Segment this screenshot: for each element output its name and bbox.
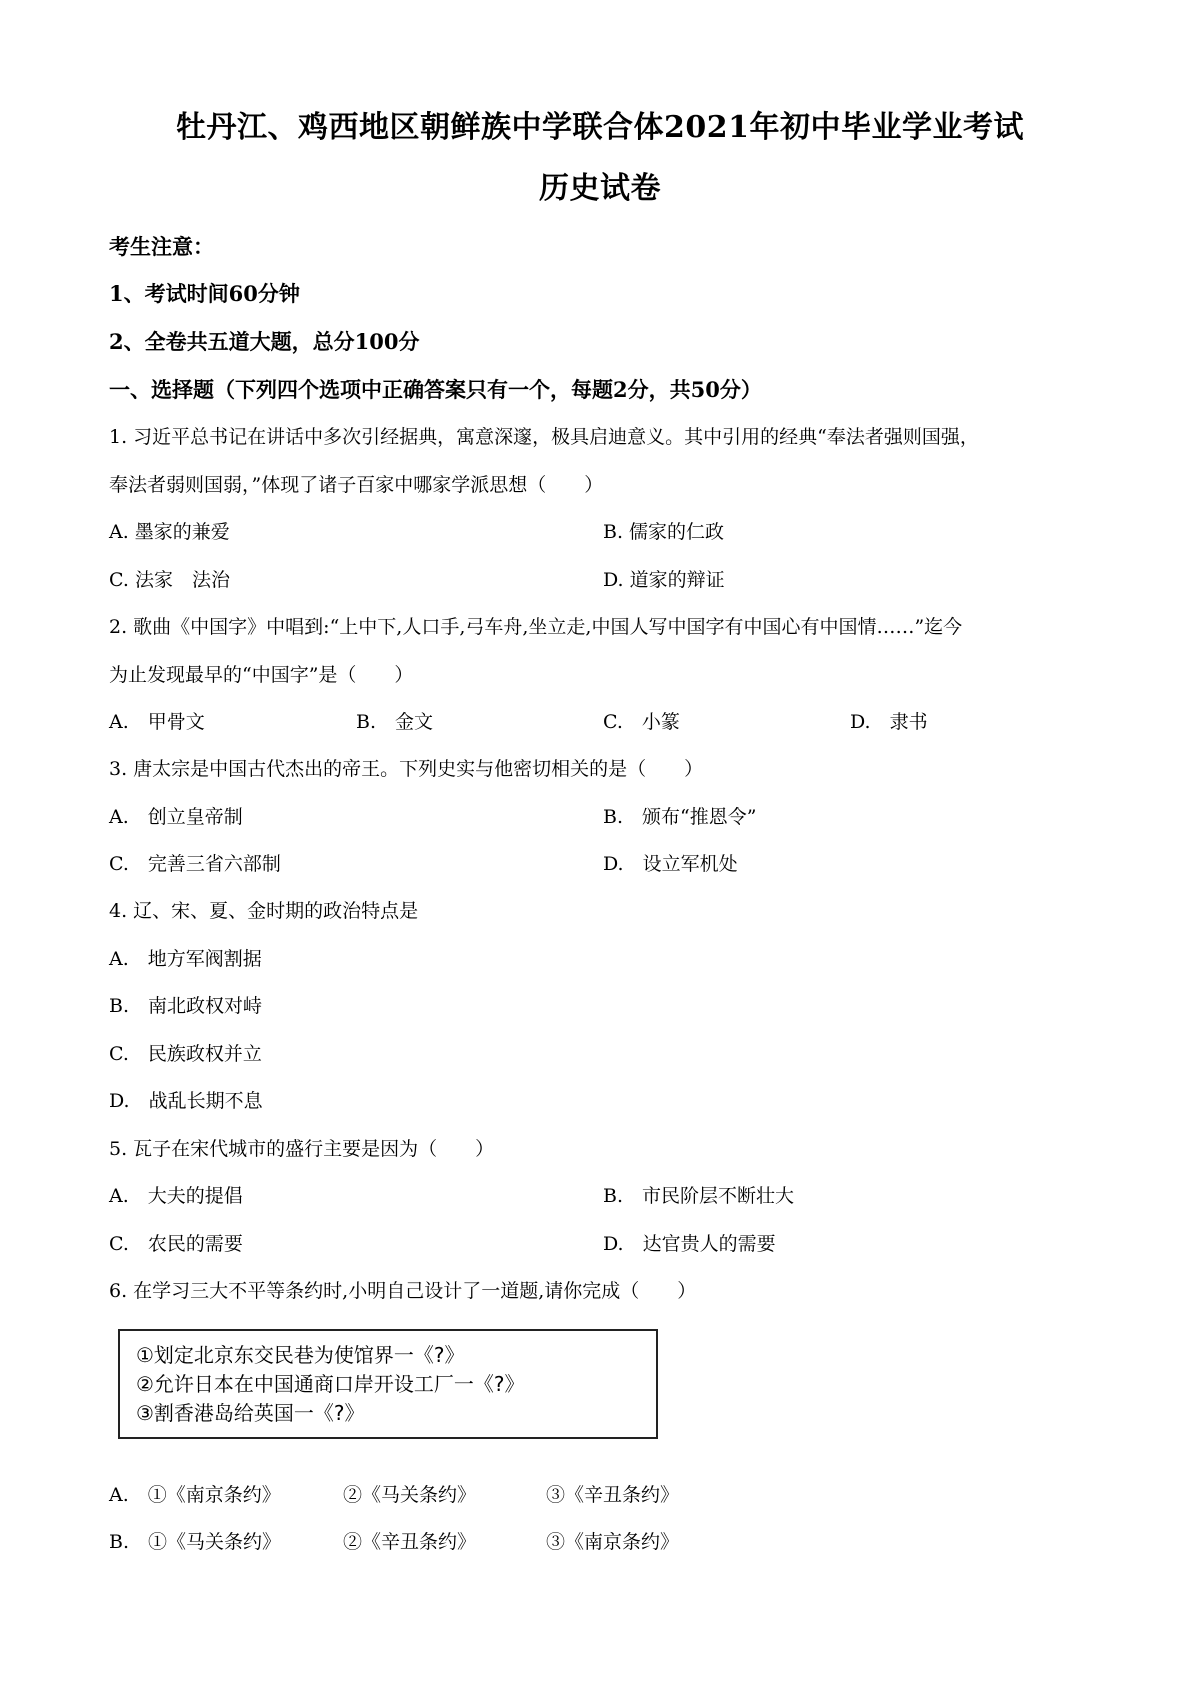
answer-option: A. 创立皇帝制 — [109, 806, 243, 828]
question-figure-box — [118, 1329, 658, 1439]
question-stem: 5. 瓦子在宋代城市的盛行主要是因为（ ） — [109, 1138, 495, 1160]
exam-subtitle: 历史试卷 — [539, 171, 661, 206]
answer-option: D. 隶书 — [850, 711, 928, 733]
answer-option: B. ①《马关条约》 — [109, 1531, 282, 1553]
answer-option: C. 农民的需要 — [109, 1233, 243, 1255]
answer-option: B. 金文 — [356, 711, 434, 733]
question-stem: 6. 在学习三大不平等条约时,小明自己设计了一道题,请你完成（ ） — [109, 1280, 697, 1302]
question-stem: 1. 习近平总书记在讲话中多次引经据典，寓意深邃，极具启迪意义。其中引用的经典“奉法者强则国强， — [109, 426, 979, 448]
question-stem: 为止发现最早的“中国字”是（ ） — [109, 664, 414, 686]
answer-option: A. 甲骨文 — [109, 711, 205, 733]
exam-title: 牡丹江、鸡西地区朝鲜族中学联合体2021年初中毕业学业考试 — [176, 110, 1024, 145]
question-stem: 奉法者弱则国弱，”体现了诸子百家中哪家学派思想（ ） — [109, 474, 604, 496]
answer-option: D. 设立军机处 — [603, 853, 738, 875]
answer-option: B. 南北政权对峙 — [109, 995, 263, 1017]
figure-line: ③割香港岛给英国一《?》 — [136, 1401, 365, 1425]
answer-option: C. 民族政权并立 — [109, 1043, 262, 1065]
answer-option: C. 小篆 — [603, 711, 680, 733]
notice-heading: 考生注意： — [109, 234, 214, 259]
answer-option: C. 法家 法治 — [109, 569, 230, 591]
figure-line: ②允许日本在中国通商口岸开设工厂一《?》 — [136, 1372, 525, 1396]
question-stem: 4. 辽、宋、夏、金时期的政治特点是 — [109, 900, 419, 922]
answer-option-part: ②《辛丑条约》 — [343, 1531, 477, 1553]
answer-option: C. 完善三省六部制 — [109, 853, 281, 875]
answer-option: D. 道家的辩证 — [603, 569, 725, 591]
figure-line: ①划定北京东交民巷为使馆界一《?》 — [136, 1343, 465, 1367]
answer-option: D. 战乱长期不息 — [109, 1090, 263, 1112]
answer-option: A. 大夫的提倡 — [109, 1185, 243, 1207]
answer-option: D. 达官贵人的需要 — [603, 1233, 776, 1255]
answer-option: A. ①《南京条约》 — [109, 1484, 281, 1506]
answer-option-part: ②《马关条约》 — [343, 1484, 477, 1506]
answer-option: A. 地方军阀割据 — [109, 948, 262, 970]
answer-option-part: ③《辛丑条约》 — [546, 1484, 680, 1506]
answer-option-part: ③《南京条约》 — [546, 1531, 680, 1553]
answer-option: A. 墨家的兼爱 — [109, 521, 230, 543]
notice-item: 2、全卷共五道大题，总分100分 — [109, 329, 420, 354]
answer-option: B. 颁布“推恩令” — [603, 806, 757, 828]
question-stem: 3. 唐太宗是中国古代杰出的帝王。下列史实与他密切相关的是（ ） — [109, 758, 704, 780]
answer-option: B. 儒家的仁政 — [603, 521, 725, 543]
answer-option: B. 市民阶层不断壮大 — [603, 1185, 795, 1207]
question-stem: 2. 歌曲《中国字》中唱到:“上中下,人口手,弓车舟,坐立走,中国人写中国字有中国心有中国情……”迄今 — [109, 616, 963, 638]
section-heading: 一、选择题（下列四个选项中正确答案只有一个，每题2分，共50分） — [109, 377, 762, 402]
notice-item: 1、考试时间60分钟 — [109, 281, 300, 306]
